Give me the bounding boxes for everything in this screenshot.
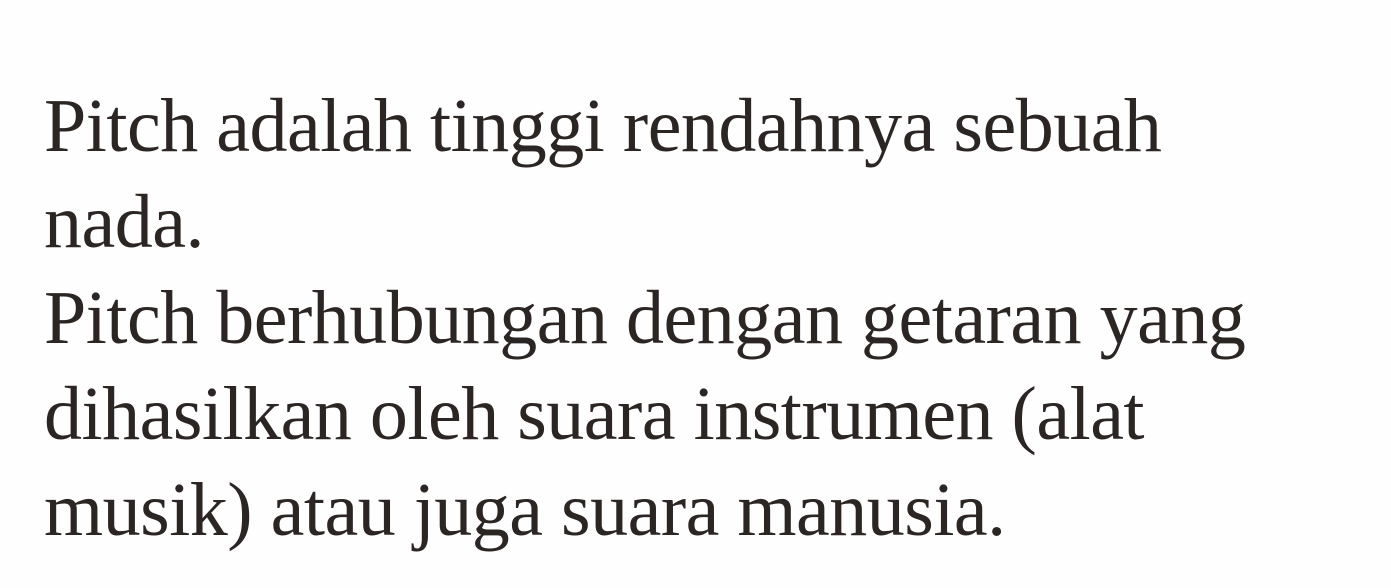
- text-line: dihasilkan oleh suara instrumen (alat: [44, 372, 1145, 456]
- document-body: [44, 78, 1384, 558]
- paragraph-pitch-definition: [44, 78, 1384, 270]
- text-line: musik) atau juga suara manusia.: [44, 468, 1006, 552]
- text-line: Pitch adalah tinggi rendahnya sebuah: [44, 84, 1162, 168]
- text-line: Pitch berhubungan dengan getaran yang: [44, 276, 1246, 360]
- paragraph-pitch-vibration: [44, 270, 1384, 558]
- text-line: nada.: [44, 180, 204, 264]
